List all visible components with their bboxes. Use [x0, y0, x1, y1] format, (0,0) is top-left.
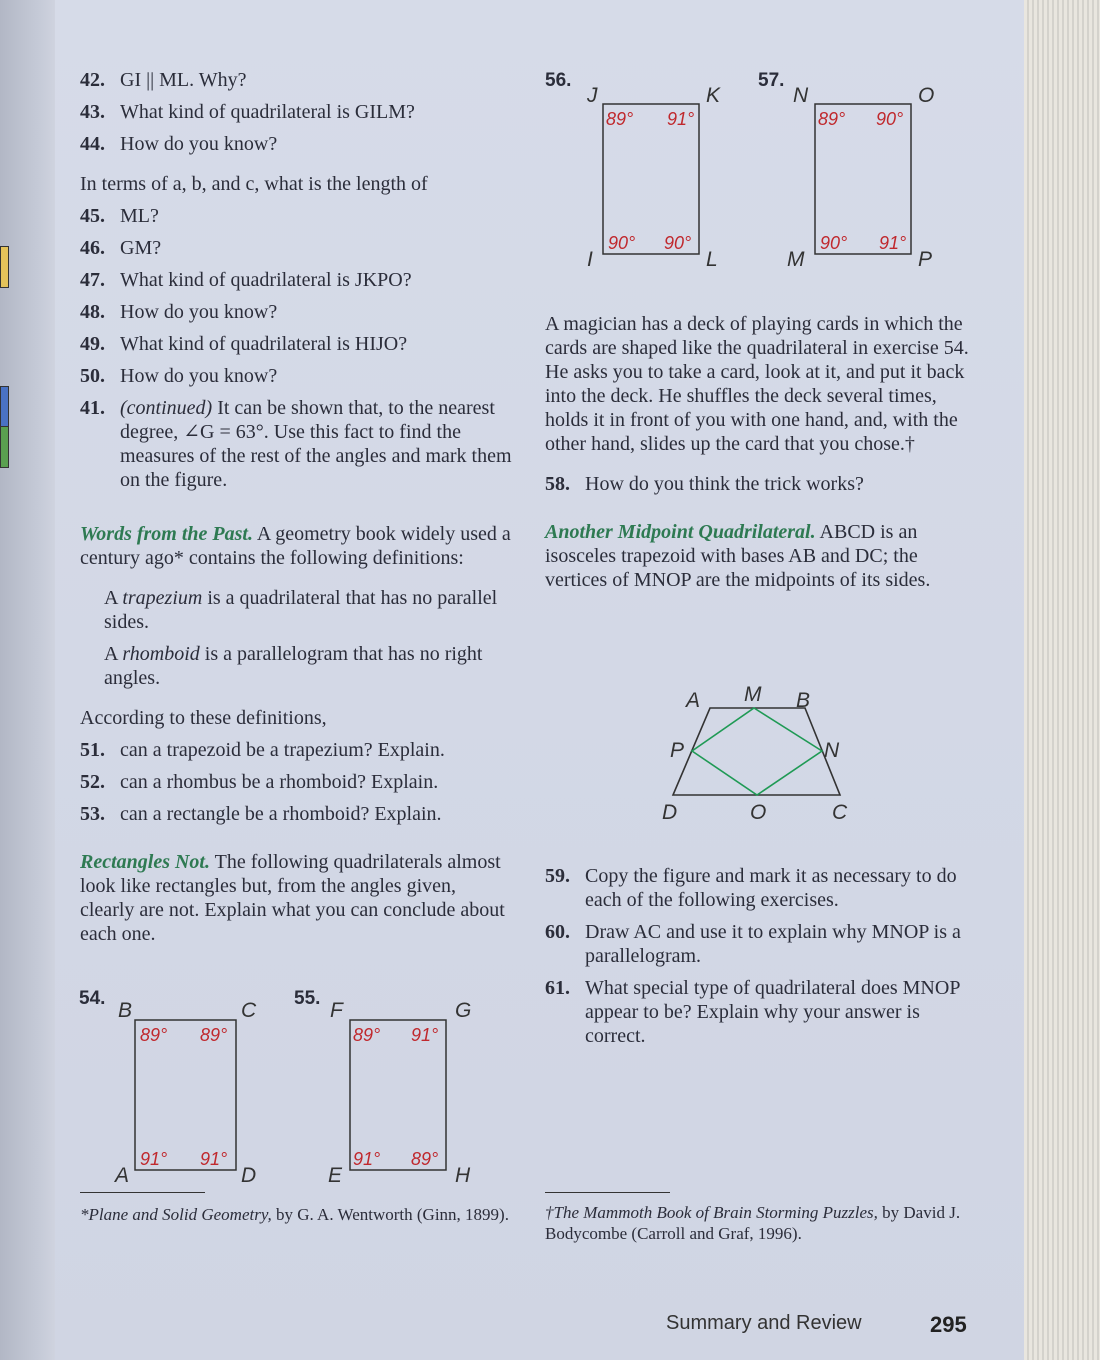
- intro-text: In terms of a, b, and c, what is the length of: [80, 173, 428, 195]
- rectangles-not-paragraph: Rectangles Not. The following quadrilaterals almost look like rectangles but, from the angles given, clearly are not. Explain what you can conclude about each one.: [80, 851, 505, 945]
- trapezoid-figure: [650, 675, 910, 835]
- vertex-label-a: A: [115, 1164, 130, 1187]
- angle-label-l: 90°: [664, 233, 692, 253]
- exercise-50: 50. How do you know?: [80, 365, 278, 387]
- magician-paragraph: A magician has a deck of playing cards in which the cards are shaped like the quadrilateral in exercise 54. He asks you to take a card, look at it, and put it back into the deck. He shuffles the deck several times, holds it in front of you with one hand, and, with the other hand, slides up the card that you chose.†: [545, 313, 969, 455]
- angle-label-c: 89°: [200, 1025, 228, 1045]
- footnote-left: *Plane and Solid Geometry, by G. A. Wentworth (Ginn, 1899).: [80, 1205, 509, 1224]
- angle-label-i: 90°: [608, 233, 636, 253]
- exercise-49: 49. What kind of quadrilateral is HIJO?: [80, 333, 408, 355]
- footnote-rule-right: [545, 1192, 670, 1193]
- vertex-label-h: H: [455, 1164, 471, 1187]
- vertex-label-e: E: [328, 1164, 343, 1187]
- angle-label-g: 91°: [411, 1025, 439, 1045]
- exercise-41: 41. (continued) It can be shown that, to the nearest degree, ∠G = 63°. Use this fact to find the measures of the rest of the angles and mark them on the figure.: [80, 397, 512, 491]
- vertex-label-b: B: [118, 999, 133, 1022]
- exercise-59: 59. Copy the figure and mark it as necessary to do each of the following exercises.: [545, 865, 957, 911]
- figure-55-number: 55.: [294, 988, 321, 1009]
- exercise-47: 47. What kind of quadrilateral is JKPO?: [80, 269, 412, 291]
- vertex-label-c: C: [241, 999, 257, 1022]
- page-gutter-left: [0, 0, 55, 1360]
- vertex-label-l: L: [706, 248, 718, 271]
- footnote-right: †The Mammoth Book of Brain Storming Puzzles, by David J. Bodycombe (Carroll and Graf, 1996).: [545, 1203, 961, 1243]
- left-column: [80, 68, 515, 946]
- angle-label-f: 89°: [353, 1025, 381, 1045]
- figure-57-number: 57.: [758, 70, 785, 91]
- page-tab-yellow: [0, 246, 9, 288]
- angle-label-p: 91°: [879, 233, 907, 253]
- exercise-44: 44. How do you know?: [80, 133, 278, 155]
- trap-label-n: N: [824, 739, 840, 762]
- rhomboid-definition: A rhomboid is a parallelogram that has no right angles.: [104, 643, 483, 689]
- angle-label-h: 89°: [411, 1149, 439, 1169]
- angle-label-n: 89°: [818, 109, 846, 129]
- right-column-lower: [545, 864, 975, 1048]
- figure-55: [290, 984, 490, 1189]
- vertex-label-p: P: [918, 248, 933, 271]
- exercise-48: 48. How do you know?: [80, 301, 278, 323]
- angle-label-o: 90°: [876, 109, 904, 129]
- angle-label-d: 91°: [200, 1149, 228, 1169]
- vertex-label-i: I: [587, 248, 593, 271]
- exercise-52: 52. can a rhombus be a rhomboid? Explain.: [80, 771, 439, 793]
- vertex-label-d: D: [241, 1164, 257, 1187]
- vertex-label-m: M: [787, 248, 805, 271]
- angle-label-e: 91°: [353, 1149, 381, 1169]
- vertex-label-f: F: [330, 999, 343, 1022]
- angle-label-a: 91°: [140, 1149, 168, 1169]
- angle-label-m: 90°: [820, 233, 848, 253]
- midpoint-paragraph: Another Midpoint Quadrilateral. ABCD is an isosceles trapezoid with bases AB and DC; the vertices of MNOP are the midpoints of its sides.: [545, 521, 931, 591]
- trap-label-d: D: [662, 801, 678, 824]
- exercise-45: 45. ML?: [80, 205, 159, 227]
- exercise-61: 61. What special type of quadrilateral does MNOP appear to be? Explain why your answer is correct.: [545, 977, 960, 1047]
- vertex-label-g: G: [455, 999, 472, 1022]
- right-column-upper: [545, 312, 975, 592]
- figure-54-number: 54.: [79, 988, 106, 1009]
- trap-label-p: P: [670, 739, 685, 762]
- according-text: According to these definitions,: [80, 707, 327, 729]
- trap-label-a: A: [686, 689, 701, 712]
- figure-56: [543, 66, 743, 276]
- trap-label-c: C: [832, 801, 848, 824]
- trap-label-m: M: [744, 683, 762, 706]
- angle-label-j: 89°: [606, 109, 634, 129]
- textbook-page: [55, 0, 1024, 1360]
- vertex-label-n: N: [793, 84, 809, 107]
- footnote-rule-left: [80, 1192, 205, 1193]
- trapezoid-abcd: [673, 708, 840, 795]
- exercise-43: 43. What kind of quadrilateral is GILM?: [80, 101, 415, 123]
- page-tab-green: [0, 426, 9, 468]
- exercise-58: 58. How do you think the trick works?: [545, 473, 864, 495]
- words-from-past-paragraph: Words from the Past. A geometry book widely used a century ago* contains the following definitions:: [80, 523, 511, 569]
- trapezium-definition: A trapezium is a quadrilateral that has no parallel sides.: [104, 587, 498, 633]
- figure-56-number: 56.: [545, 70, 572, 91]
- exercise-46: 46. GM?: [80, 237, 162, 259]
- angle-label-k: 91°: [667, 109, 695, 129]
- page-number: 295: [930, 1312, 967, 1337]
- continued-label: (continued): [120, 397, 213, 419]
- exercise-42: 42. GI || ML. Why?: [80, 69, 247, 91]
- exercise-60: 60. Draw AC and use it to explain why MNOP is a parallelogram.: [545, 921, 961, 967]
- page-tab-blue: [0, 386, 9, 428]
- trap-label-b: B: [796, 689, 811, 712]
- figure-54: [75, 984, 275, 1189]
- angle-label-b: 89°: [140, 1025, 168, 1045]
- exercise-53: 53. can a rectangle be a rhomboid? Explain.: [80, 803, 442, 825]
- page-stack-edge: [1024, 0, 1100, 1360]
- vertex-label-o: O: [918, 84, 935, 107]
- trap-label-o: O: [750, 801, 767, 824]
- vertex-label-j: J: [587, 84, 598, 107]
- exercise-51: 51. can a trapezoid be a trapezium? Explain.: [80, 739, 445, 761]
- midpoint-heading: Another Midpoint Quadrilateral.: [545, 521, 816, 543]
- words-from-past-heading: Words from the Past.: [80, 523, 253, 545]
- rectangles-not-heading: Rectangles Not.: [80, 851, 210, 873]
- vertex-label-k: K: [706, 84, 721, 107]
- midpoint-quadrilateral-mnop: [692, 708, 822, 795]
- running-footer-section: Summary and Review: [666, 1312, 862, 1334]
- figure-57: [755, 66, 955, 276]
